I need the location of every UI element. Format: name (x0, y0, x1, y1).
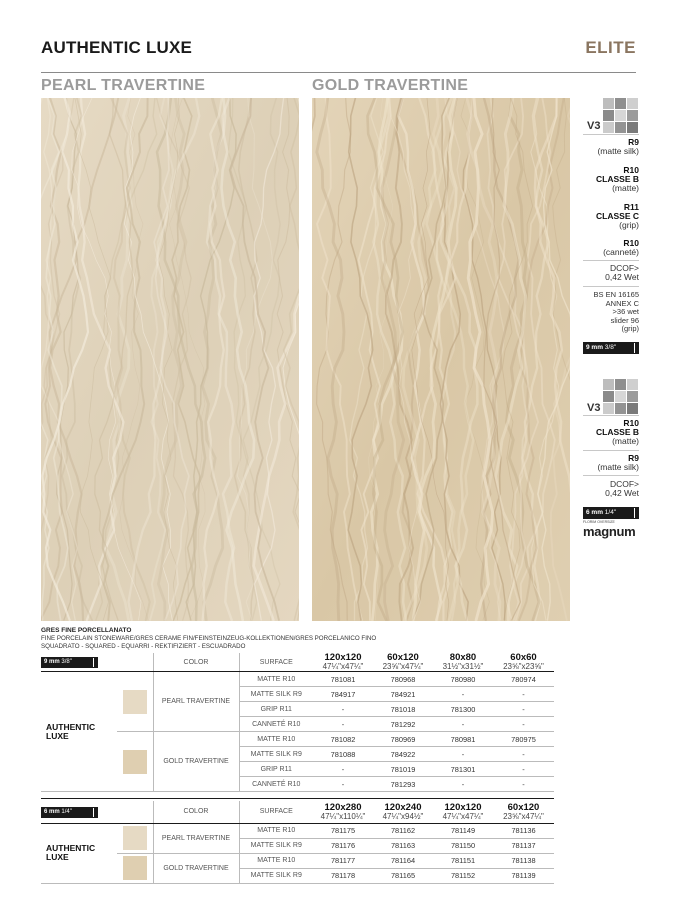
code-cell: - (313, 762, 373, 777)
family-label: AUTHENTIC LUXE (41, 823, 117, 883)
code-cell: 781164 (373, 853, 433, 868)
surface-cell: MATTE R10 (239, 732, 313, 747)
pearl-stone-texture (41, 98, 299, 621)
color-name: PEARL TRAVERTINE (153, 672, 239, 732)
gold-mini-swatch (123, 750, 147, 774)
thickness-arrow-icon (93, 808, 94, 817)
surface-cell: MATTE SILK R9 (239, 687, 313, 702)
code-cell: - (313, 777, 373, 792)
code-cell: 784921 (373, 687, 433, 702)
slip-pattern-icon (603, 379, 638, 414)
slip-class-6mm: V3 (587, 402, 601, 414)
code-cell: - (493, 777, 554, 792)
surface-cell: GRIP R11 (239, 762, 313, 777)
bs-en-rating: BS EN 16165 ANNEX C >36 wet slider 96 (grip) (593, 290, 639, 333)
code-cell: 781018 (373, 702, 433, 717)
color-name: GOLD TRAVERTINE (153, 732, 239, 792)
code-cell: 781152 (433, 868, 493, 883)
code-cell: - (433, 687, 493, 702)
code-cell: 784917 (313, 687, 373, 702)
code-cell: 780974 (493, 672, 554, 687)
color-name: PEARL TRAVERTINE (153, 823, 239, 853)
gold-travertine-swatch (312, 98, 570, 621)
surface-cell: MATTE R10 (239, 823, 313, 838)
code-cell: 781149 (433, 823, 493, 838)
surface-cell: MATTE R10 (239, 672, 313, 687)
size-header: 60x60 23⅝"x23⅝" (493, 653, 554, 672)
table-row (41, 732, 554, 747)
surface-cell: MATTE SILK R9 (239, 838, 313, 853)
side-divider (583, 450, 639, 451)
code-cell: - (493, 687, 554, 702)
surface-cell: CANNETÉ R10 (239, 777, 313, 792)
table-row (41, 823, 554, 838)
size-header: 120x280 47¼"x110¼" (313, 801, 373, 823)
code-cell: 784922 (373, 747, 433, 762)
table-row (41, 672, 554, 687)
rating-r10-6mm: R10 CLASSE B (matte) (583, 419, 639, 446)
table-divider (41, 798, 554, 799)
pearl-mini-swatch (123, 690, 147, 714)
family-label: AUTHENTIC LUXE (41, 672, 117, 792)
size-header: 120x120 47¼"x47¼" (433, 801, 493, 823)
code-cell: 781177 (313, 853, 373, 868)
slip-pattern-icon (603, 98, 638, 133)
caption-line2: SQUADRATO - SQUARED - EQUARRI - REKTIFIZIERT - ESCUADRADO (41, 643, 246, 650)
color-header: COLOR (153, 653, 239, 672)
code-cell: 781301 (433, 762, 493, 777)
collection-title: AUTHENTIC LUXE (41, 38, 193, 57)
code-cell: 781138 (493, 853, 554, 868)
rating-r10-cannete: R10 (canneté) (603, 238, 639, 257)
thickness-arrow-icon (93, 658, 94, 667)
thickness-header-9mm: 9 mm 3/8" (41, 653, 153, 672)
caption-title: GRES FINE PORCELLANATO (41, 627, 132, 634)
surface-cell: GRIP R11 (239, 702, 313, 717)
surface-cell: CANNETÉ R10 (239, 717, 313, 732)
code-cell: 781175 (313, 823, 373, 838)
size-header: 120x120 47¼"x47¼" (313, 653, 373, 672)
rating-r9: R9 (matte silk) (597, 137, 639, 156)
code-cell: 781137 (493, 838, 554, 853)
code-cell: - (493, 747, 554, 762)
code-cell: - (433, 777, 493, 792)
code-cell: 780968 (373, 672, 433, 687)
code-cell: - (433, 747, 493, 762)
dcof-6mm: DCOF> 0,42 Wet (605, 479, 639, 498)
code-cell: 781136 (493, 823, 554, 838)
code-cell: 781292 (373, 717, 433, 732)
spec-table-6mm (41, 801, 554, 884)
code-cell: - (313, 702, 373, 717)
code-cell: 780980 (433, 672, 493, 687)
product-title-gold: GOLD TRAVERTINE (312, 77, 469, 94)
pearl-travertine-swatch (41, 98, 299, 621)
line-label: ELITE (585, 38, 636, 57)
code-cell: 781151 (433, 853, 493, 868)
gold-mini-swatch (123, 856, 147, 880)
spec-table-9mm (41, 653, 554, 792)
pearl-mini-swatch (123, 826, 147, 850)
code-cell: 781165 (373, 868, 433, 883)
code-cell: 781178 (313, 868, 373, 883)
caption-line1: FINE PORCELAIN STONEWARE/GRES CERAME FIN/FEINSTEINZEUG-KOLLEKTIONEN/GRES PORCELANICO FINO (41, 635, 377, 642)
code-cell: 781139 (493, 868, 554, 883)
code-cell: 781081 (313, 672, 373, 687)
size-header: 60x120 23⅝"x47¼" (373, 653, 433, 672)
code-cell: 780969 (373, 732, 433, 747)
color-header: COLOR (153, 801, 239, 823)
header-divider (41, 72, 636, 73)
code-cell: - (313, 717, 373, 732)
table-row (41, 853, 554, 868)
side-divider (583, 134, 639, 135)
surface-cell: MATTE SILK R9 (239, 747, 313, 762)
surface-header: SURFACE (239, 801, 313, 823)
code-cell: 781082 (313, 732, 373, 747)
thickness-header-6mm: 6 mm 1/4" (41, 801, 153, 823)
code-cell: - (493, 717, 554, 732)
code-cell: 781162 (373, 823, 433, 838)
size-header: 60x120 23⅝"x47¼" (493, 801, 554, 823)
code-cell: - (493, 702, 554, 717)
code-cell: 781163 (373, 838, 433, 853)
thickness-arrow-icon (634, 508, 635, 518)
thickness-badge-9mm: 9 mm 3/8" (583, 342, 639, 354)
size-header: 80x80 31½"x31½" (433, 653, 493, 672)
magnum-logo: FLORIM OVERSIZE magnum (583, 520, 636, 539)
color-name: GOLD TRAVERTINE (153, 853, 239, 883)
thickness-arrow-icon (634, 343, 635, 353)
code-cell: 781176 (313, 838, 373, 853)
slip-class-9mm: V3 (587, 120, 601, 132)
code-cell: 781300 (433, 702, 493, 717)
dcof-9mm: DCOF> 0,42 Wet (605, 263, 639, 282)
side-divider (583, 286, 639, 287)
code-cell: 780981 (433, 732, 493, 747)
side-divider (583, 415, 639, 416)
rating-r11-label: R11 CLASSE C (596, 202, 639, 221)
thickness-badge-6mm: 6 mm 1/4" (583, 507, 639, 519)
rating-r10: R10 CLASSE B (matte) (583, 166, 639, 193)
code-cell: 781293 (373, 777, 433, 792)
rating-r9-6mm: R9 (matte silk) (597, 453, 639, 472)
code-cell: - (433, 717, 493, 732)
code-cell: 781019 (373, 762, 433, 777)
surface-header: SURFACE (239, 653, 313, 672)
code-cell: 781150 (433, 838, 493, 853)
side-divider (583, 260, 639, 261)
surface-cell: MATTE R10 (239, 853, 313, 868)
surface-cell: MATTE SILK R9 (239, 868, 313, 883)
side-divider (583, 475, 639, 476)
rating-r11: R11 CLASSE C (grip) (583, 203, 639, 230)
rating-r10-label: R10 CLASSE B (596, 165, 639, 184)
code-cell: 780975 (493, 732, 554, 747)
size-header: 120x240 47¼"x94½" (373, 801, 433, 823)
code-cell: 781088 (313, 747, 373, 762)
gold-stone-texture (312, 98, 570, 621)
product-title-pearl: PEARL TRAVERTINE (41, 77, 206, 94)
code-cell: - (493, 762, 554, 777)
rating-r10-6mm-label: R10 CLASSE B (596, 418, 639, 437)
